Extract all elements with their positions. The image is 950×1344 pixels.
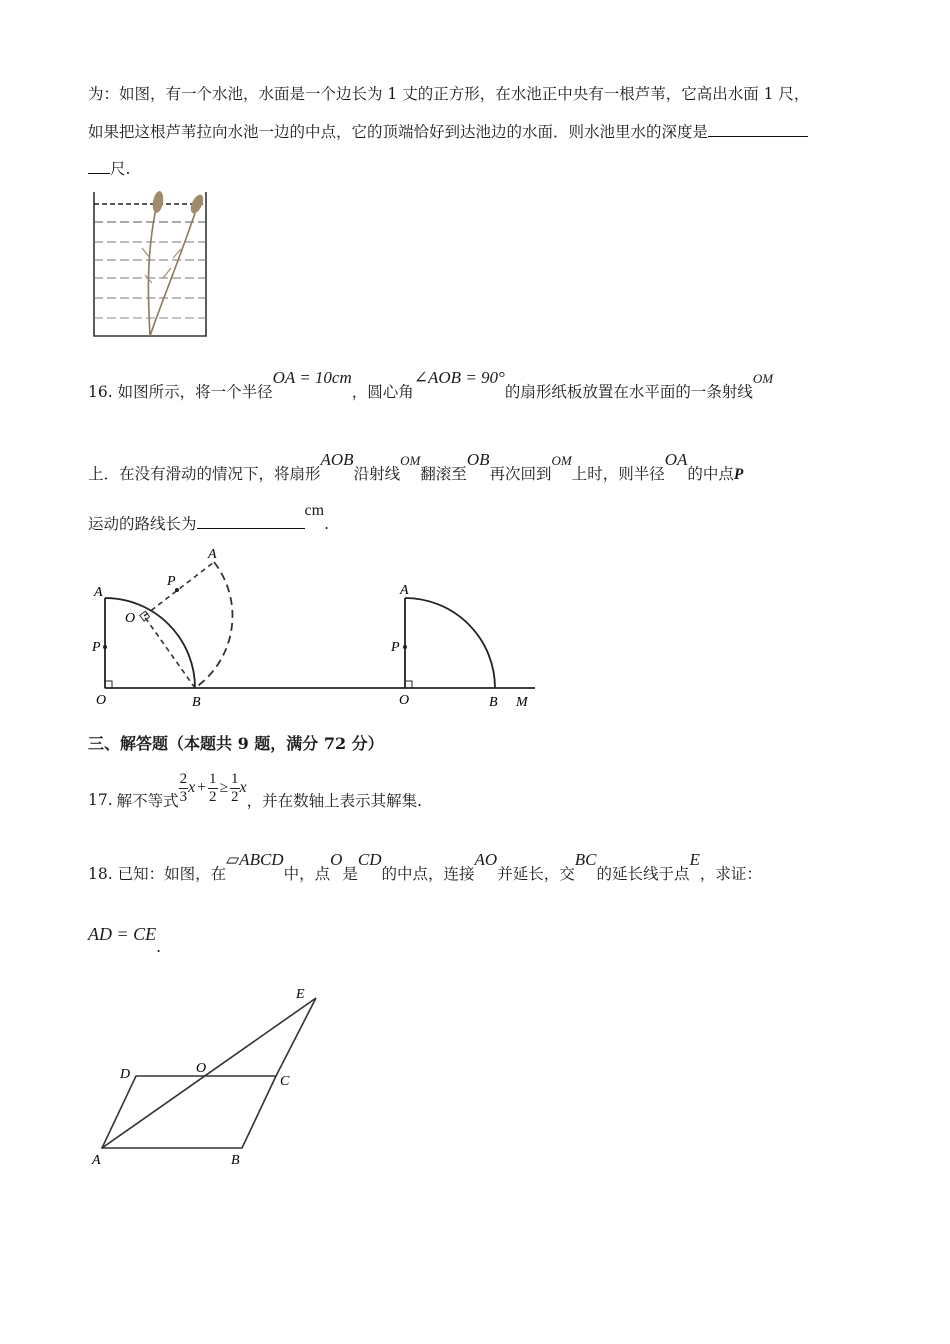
- p15-line2: [88, 120, 808, 142]
- p16-text9: 的中点: [687, 465, 734, 483]
- p16-om3: OM: [551, 453, 572, 468]
- p18-line1: [88, 850, 762, 884]
- p18-text6: 的延长线于点: [596, 865, 690, 883]
- p16-oa-eq: OA = 10cm: [272, 368, 352, 387]
- p18-number: 18.: [88, 865, 113, 883]
- p16-answer-blank[interactable]: [197, 514, 305, 529]
- fig16-label-a-rot: A: [208, 547, 217, 562]
- fig18-label-e: E: [296, 987, 305, 1002]
- fig18-label-o: O: [196, 1061, 207, 1076]
- p17-text2: ，并在数轴上表示其解集.: [246, 792, 423, 810]
- p17-number: 17.: [88, 791, 113, 809]
- p16-line1: [88, 368, 774, 402]
- p18-end: .: [156, 938, 162, 956]
- p16-text3: 的扇形纸板放置在水平面的一条射线: [504, 383, 753, 401]
- fig18-label-c: C: [280, 1074, 290, 1089]
- p16-number: 16.: [88, 383, 113, 401]
- fig18-label-a: A: [92, 1153, 101, 1168]
- fig16-label-m: M: [516, 695, 528, 710]
- p17-frac3-den: 2: [231, 788, 239, 805]
- p16-unit: cm: [304, 502, 325, 519]
- p16-end: .: [324, 515, 329, 533]
- p16-text6: 翻滚至: [420, 465, 467, 483]
- fig16-label-b: B: [192, 695, 201, 710]
- p18-text2: 中，点: [283, 865, 331, 883]
- fig16-label-o-rot: O: [125, 611, 136, 626]
- p15-answer-blank[interactable]: [708, 122, 808, 137]
- p18-text4: 的中点，连接: [381, 865, 475, 883]
- p16-angle-eq: ∠AOB = 90°: [413, 368, 505, 387]
- p16-text4: 上．在没有滑动的情况下，将扇形: [88, 465, 321, 483]
- p17-text1: 解不等式: [116, 792, 179, 810]
- p16-text7: 再次回到: [489, 465, 552, 483]
- p18-bc: BC: [574, 850, 597, 869]
- p16-point-p: P: [733, 466, 744, 483]
- parallelogram-figure: [88, 982, 328, 1172]
- p17-frac2-num: 1: [209, 770, 217, 787]
- p18-text1: 已知：如图，在: [117, 865, 227, 883]
- p15-unit: 尺.: [110, 160, 131, 178]
- sector-rolling-figure: [80, 540, 550, 720]
- p17-frac1-num: 2: [179, 770, 188, 787]
- p15-line2-text: 如果把这根芦苇拉向水池一边的中点，它的顶端恰好到达池边的水面．则水池里水的深度是: [88, 123, 709, 141]
- p15-line3: [88, 157, 130, 179]
- p16-line2: [88, 450, 744, 484]
- pond-reed-figure: [88, 188, 212, 340]
- fig16-label-p: P: [92, 640, 101, 655]
- p16-aob: AOB: [320, 450, 354, 469]
- p16-ob: OB: [466, 450, 490, 469]
- p16-text1: 如图所示，将一个半径: [117, 383, 273, 401]
- p18-parallelogram: ▱ABCD: [226, 850, 284, 869]
- p18-line2: [88, 924, 162, 956]
- p17-geq: ≥: [219, 779, 229, 796]
- p17-plus: +: [197, 779, 207, 796]
- p18-e: E: [689, 850, 700, 869]
- fig16-label-o2: O: [399, 693, 410, 708]
- p18-conclusion: AD = CE: [88, 924, 157, 944]
- p17-x1: x: [188, 779, 196, 796]
- p18-o: O: [330, 850, 343, 869]
- p16-line3: [88, 502, 329, 534]
- p18-text3: 是: [342, 865, 358, 883]
- fig16-label-p-rot: P: [167, 574, 176, 589]
- fig18-label-d: D: [120, 1067, 131, 1082]
- p17-frac2-den: 2: [209, 788, 217, 805]
- p17-frac3-num: 1: [231, 770, 239, 787]
- fig16-label-o: O: [96, 693, 107, 708]
- fig16-label-a: A: [94, 585, 103, 600]
- p16-om2: OM: [400, 453, 421, 468]
- p17-frac1-den: 3: [179, 788, 188, 805]
- p17-line: [88, 764, 422, 812]
- p16-text2: ，圆心角: [351, 383, 414, 401]
- p15-answer-blank-tail[interactable]: [88, 159, 110, 174]
- fig16-label-a2: A: [400, 583, 409, 598]
- p18-text5: 并延长，交: [497, 865, 575, 883]
- fig16-label-p2: P: [391, 640, 400, 655]
- p18-text7: ，求证：: [699, 865, 762, 883]
- fig18-label-b: B: [231, 1153, 240, 1168]
- p15-line1: 为：如图，有一个水池，水面是一个边长为 1 丈的正方形，在水池正中央有一根芦苇，它高出水面 1 尺，: [88, 85, 810, 103]
- p16-oa: OA: [664, 450, 688, 469]
- p18-cd: CD: [357, 850, 382, 869]
- p17-frac2: [208, 771, 218, 806]
- p16-text8: 上时，则半径: [571, 465, 665, 483]
- p18-ao: AO: [474, 850, 498, 869]
- p17-frac3: [230, 771, 240, 806]
- p17-x2: x: [239, 779, 247, 796]
- p16-text5: 沿射线: [353, 465, 401, 483]
- section-3-title: 三、解答题（本题共 9 题，满分 72 分）: [88, 734, 384, 753]
- p17-frac1: [179, 771, 189, 806]
- p16-om: OM: [752, 371, 774, 386]
- p16-text10: 运动的路线长为: [88, 515, 197, 533]
- fig16-label-b2: B: [489, 695, 498, 710]
